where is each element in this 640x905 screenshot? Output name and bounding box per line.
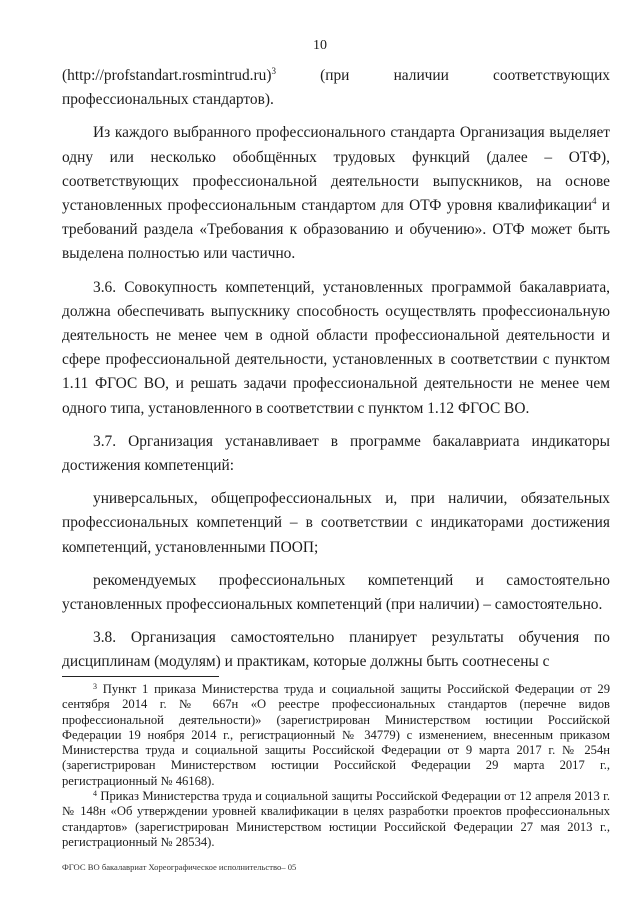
footnote-ref-3: 3	[271, 66, 276, 76]
paragraph-url-text: (http://profstandart.rosmintrud.ru)$^3$ (при наличии соответствующих профессиональных стандартов).	[62, 66, 610, 109]
footnote-number: 3	[93, 682, 97, 691]
paragraph-otf: Из каждого выбранного профессионального стандарта Организация выделяет одну или несколько обобщённых трудовых функций (далее – ОТФ), соответствующих профессиональной деятельности выпускников, на основе установленных профессиональным стандартом для ОТФ уровня квалификации$^4$ и требований раздела «Требования к образованию и обучению». ОТФ может быть выделена полностью или частично.	[62, 124, 610, 263]
footnote-4: $^4$ Приказ Министерства труда и социальной защиты Российской Федерации от 12 апреля 2013 г. № 148н «Об утверждении уровней квалификации в целях разработки проектов профессиональных стандартов» (зарегистрирован Министерством юстиции Российской Федерации 27 мая 2013 г., регистрационный № 28534).	[62, 789, 610, 849]
document-footer: ФГОС ВО бакалавриат Хореографическое исполнительство– 05	[62, 862, 297, 872]
footnote-ref-4: 4	[592, 196, 597, 207]
footnote-3: $^3$ Пункт 1 приказа Министерства труда и социальной защиты Российской Федерации от 29 сентября 2014 г. № 667н «О реестре профессиональных стандартов (перечне видов профессиональной деятельности)» (зарегистрирован Министерством юстиции Российской Федерации 19 ноября 2014 г., регистрационный № 34779) с изменением, внесенным приказом Министерства труда и социальной защиты Российской Федерации от 9 марта 2017 г. № 254н (зарегистрирован Министерством юстиции Российской Федерации 29 марта 2017 г., регистрационный № 46168).	[62, 682, 610, 788]
body-text	[62, 64, 610, 675]
paragraph-url	[62, 64, 610, 112]
footnote-divider	[62, 676, 219, 677]
page-number: 10	[313, 38, 327, 53]
paragraph-3-7: 3.7. Организация устанавливает в программе бакалавриата индикаторы достижения компетенций:	[62, 432, 610, 475]
paragraph-3-6: 3.6. Совокупность компетенций, установленных программой бакалавриата, должна обеспечивать выпускнику способность осуществлять профессиональную деятельность не менее чем в одной области профессиональной деятельности и сфере профессиональной деятельности, установленных в соответствии с пунктом 1.11 ФГОС ВО, и решать задачи профессиональной деятельности не менее чем одного типа, установленного в соответствии с пунктом 1.12 ФГОС ВО.	[62, 278, 610, 417]
list-item-recommended: рекомендуемых профессиональных компетенций и самостоятельно установленных профессиональных компетенций (при наличии) – самостоятельно.	[62, 571, 610, 614]
footnote-number: 4	[93, 789, 97, 799]
paragraph-3-8: 3.8. Организация самостоятельно планирует результаты обучения по дисциплинам (модулям) и практикам, которые должны быть соотнесены с	[62, 629, 610, 671]
list-item-universal: универсальных, общепрофессиональных и, при наличии, обязательных профессиональных компетенций – в соответствии с индикаторами достижения компетенций, установленными ПООП;	[62, 490, 610, 556]
footnotes	[62, 682, 610, 850]
